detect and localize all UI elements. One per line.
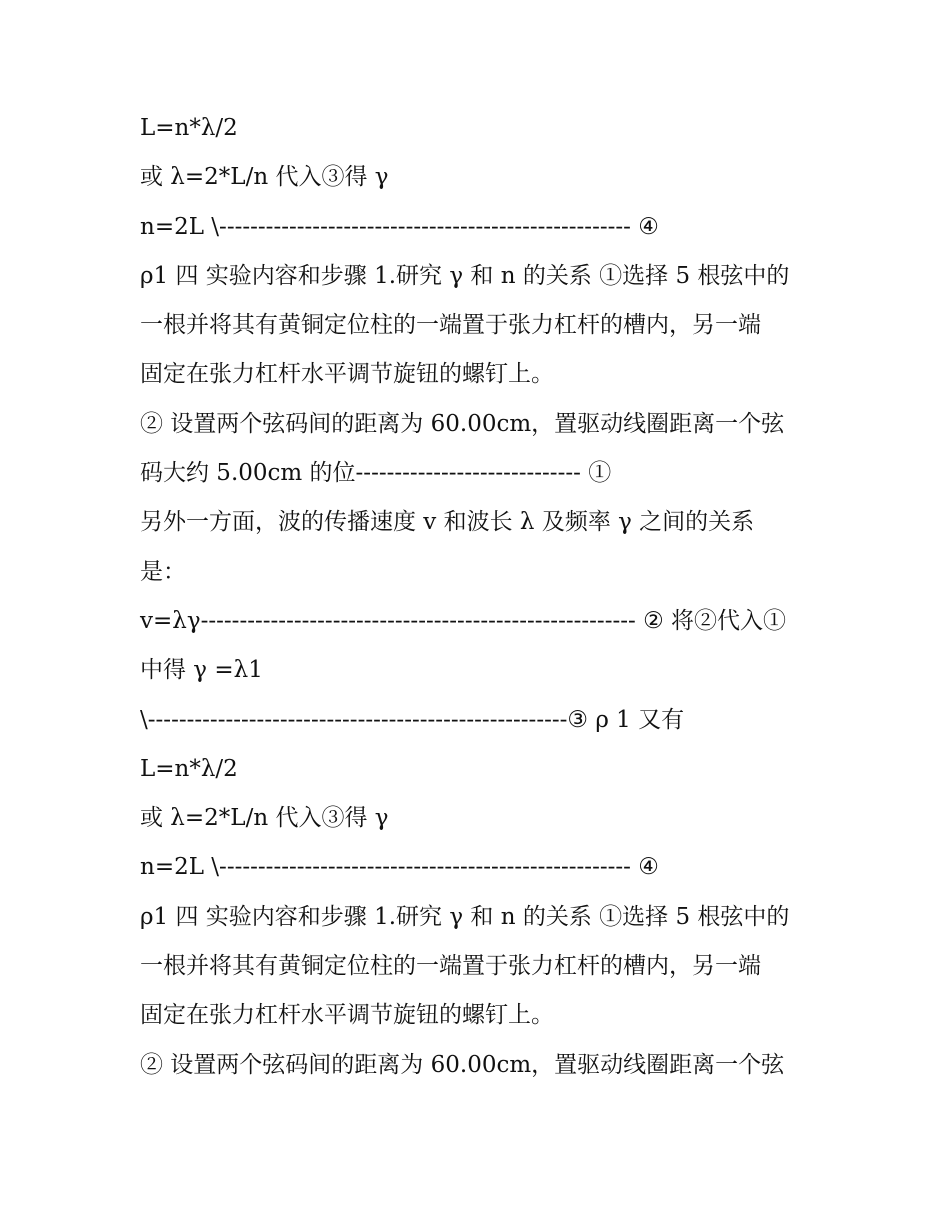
text-line: ρ1 四 实验内容和步骤 1.研究 γ 和 n 的关系 ①选择 5 根弦中的 xyxy=(140,262,790,289)
text-line: 另外一方面，波的传播速度 v 和波长 λ 及频率 γ 之间的关系 xyxy=(140,509,755,536)
text-line: 中得 γ =λ1 xyxy=(140,657,263,684)
text-line: 固定在张力杠杆水平调节旋钮的螺钉上。 xyxy=(140,361,554,388)
text-line: ② 设置两个弦码间的距离为 60.00cm，置驱动线圈距离一个弦 xyxy=(140,1051,785,1078)
text-line: 一根并将其有黄铜定位柱的一端置于张力杠杆的槽内，另一端 xyxy=(140,312,761,339)
text-line: 或 λ=2*L/n 代入③得 γ xyxy=(140,805,389,832)
text-line: 码大约 5.00cm 的位----------------------------- ① xyxy=(140,460,612,487)
text-line: 或 λ=2*L/n 代入③得 γ xyxy=(140,164,389,191)
text-line: 是： xyxy=(140,558,186,585)
text-line: \------------------------------------------------------③ ρ 1 又有 xyxy=(140,706,685,733)
text-line: L=n*λ/2 xyxy=(140,115,238,141)
text-line: 一根并将其有黄铜定位柱的一端置于张力杠杆的槽内，另一端 xyxy=(140,953,761,980)
document-body xyxy=(140,104,820,1090)
text-line: L=n*λ/2 xyxy=(140,755,238,782)
text-line: ρ1 四 实验内容和步骤 1.研究 γ 和 n 的关系 ①选择 5 根弦中的 xyxy=(140,903,790,930)
text-line: n=2L \----------------------------------------------------- ④ xyxy=(140,854,659,881)
text-line: ② 设置两个弦码间的距离为 60.00cm，置驱动线圈距离一个弦 xyxy=(140,410,785,437)
text-line: v=λγ-------------------------------------------------------- ② 将②代入① xyxy=(140,607,787,634)
text-line: n=2L \----------------------------------------------------- ④ xyxy=(140,213,659,240)
text-line: 固定在张力杠杆水平调节旋钮的螺钉上。 xyxy=(140,1002,554,1029)
